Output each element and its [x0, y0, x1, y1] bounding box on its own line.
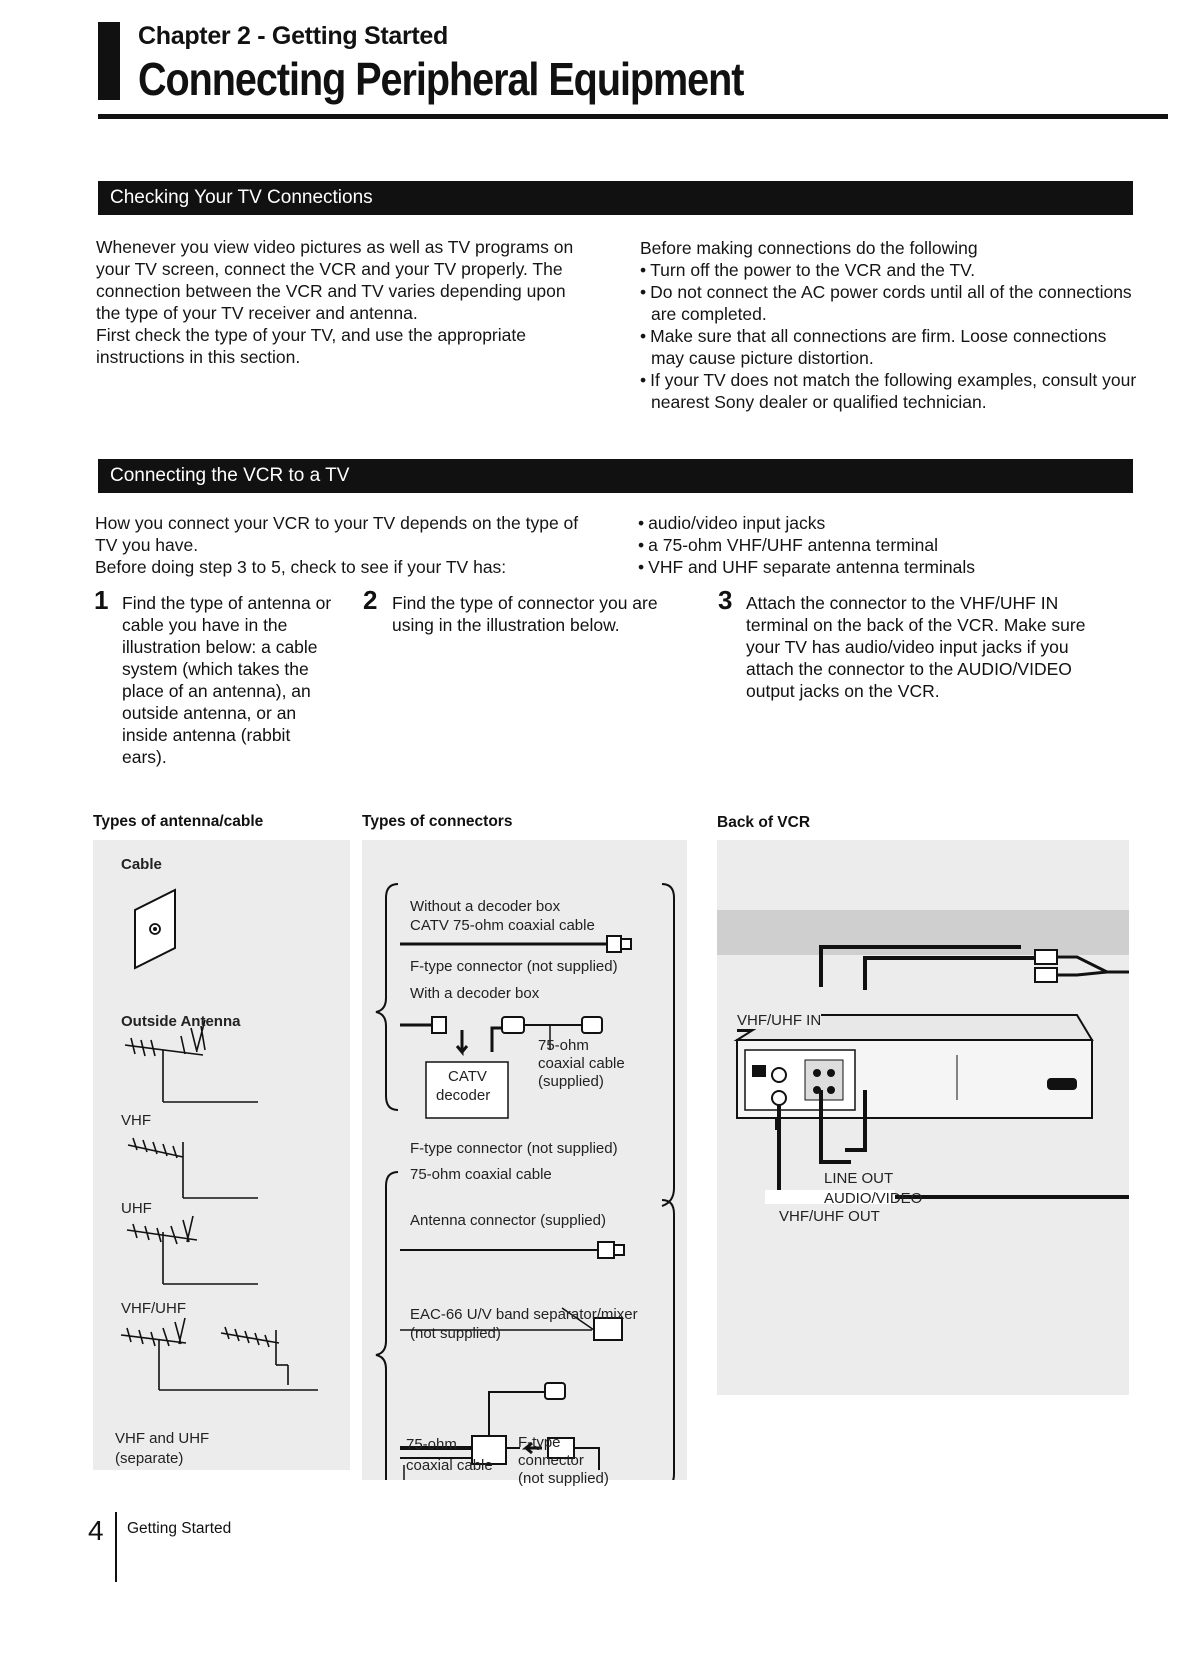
coaxial-cable-label: coaxial cable: [538, 1055, 625, 1072]
cable-label: Cable: [121, 856, 162, 873]
connectors-figure-caption: Types of connectors: [362, 813, 513, 830]
vhf-uhf-label: VHF/UHF: [121, 1300, 186, 1317]
page-title: Connecting Peripheral Equipment: [138, 53, 744, 105]
list-item: • Do not connect the AC power cords until all of the connections are completed.: [640, 281, 1140, 325]
antenna-figure: [93, 840, 350, 1470]
vhf-uhf-in-label: VHF/UHF IN: [737, 1012, 822, 1029]
section2-intro: [95, 512, 595, 578]
section-heading-checking: Checking Your TV Connections: [98, 181, 1133, 215]
step-1-text: Find the type of antenna or cable you have in the illustration below: a cable system (which takes the place of an antenna), an outside antenna, or an inside antenna (rabbit ears).: [122, 593, 332, 767]
vhf-label: VHF: [121, 1112, 151, 1129]
bottom-f-label-2: connector: [518, 1452, 584, 1469]
75-ohm-label: 75-ohm: [538, 1037, 589, 1054]
bottom-f-label-3: (not supplied): [518, 1470, 609, 1487]
paragraph: First check the type of your TV, and use the appropriate instructions in this section.: [96, 325, 526, 367]
list-item: • Make sure that all connections are firm. Loose connections may cause picture distortion.: [640, 325, 1140, 369]
outside-antenna-label: Outside Antenna: [121, 1013, 241, 1030]
right-brace-lower: [662, 1200, 674, 1480]
line-out-label: LINE OUT: [824, 1170, 894, 1187]
bottom-coax-label-2: coaxial cable: [406, 1457, 493, 1474]
uhf-antenna-icon: [127, 1216, 258, 1284]
footer-rule: [115, 1512, 117, 1582]
left-brace-lower: [376, 1172, 398, 1480]
step-2-text: Find the type of connector you are using in the illustration below.: [392, 593, 658, 635]
cable-wall-plate-icon: [135, 890, 175, 968]
vcr-figure: [717, 840, 1129, 1395]
antenna-connector-label: Antenna connector (supplied): [410, 1212, 606, 1229]
connectors-figure: [362, 840, 687, 1487]
f-connector-icon: [607, 936, 621, 952]
list-item: • Turn off the power to the VCR and the TV.: [640, 259, 1140, 281]
list-item: • a 75-ohm VHF/UHF antenna terminal: [638, 534, 1118, 556]
step-1-number: 1: [94, 585, 109, 615]
paragraph: Whenever you view video pictures as well as TV programs on your TV screen, connect the VCR and your TV properly. The connection between the VCR and TV varies depending upon the type of your TV receiver and antenna.: [96, 237, 574, 323]
list-item: • If your TV does not match the following examples, consult your nearest Sony dealer or qualified technician.: [640, 369, 1140, 413]
paragraph: Before doing step 3 to 5, check to see if your TV has:: [95, 557, 507, 577]
section1-left-text: [96, 236, 576, 368]
with-decoder-label: With a decoder box: [410, 985, 540, 1002]
bottom-coax-label-1: 75-ohm: [406, 1436, 457, 1453]
rca-plug-icon: [1035, 950, 1057, 964]
section-heading-connecting: Connecting the VCR to a TV: [98, 459, 1133, 493]
paragraph: How you connect your VCR to your TV depends on the type of TV you have.: [95, 513, 579, 555]
vcr-figure-caption: Back of VCR: [717, 814, 811, 831]
antenna-drawings: [93, 840, 350, 1470]
decoder-label: decoder: [436, 1087, 491, 1104]
page-number: 4: [88, 1515, 104, 1546]
connector-drawings: [362, 840, 687, 1480]
footer-section: Getting Started: [127, 1520, 232, 1537]
audio-video-label: AUDIO/VIDEO: [824, 1190, 923, 1207]
vhf-and-uhf-label: VHF and UHF: [115, 1430, 210, 1447]
chapter-marker: [98, 22, 120, 100]
antenna-figure-caption: Types of antenna/cable: [93, 813, 264, 830]
paragraph: Before making connections do the following: [640, 238, 978, 258]
right-brace: [662, 884, 674, 1206]
tv-check-list: [638, 512, 1118, 578]
catv-label: CATV: [448, 1068, 487, 1085]
catv-cable-label: CATV 75-ohm coaxial cable: [410, 917, 595, 934]
vhf-uhf-separate-antenna-icon: [121, 1318, 318, 1390]
vcr-label-plate: [1047, 1078, 1077, 1090]
separate-label: (separate): [115, 1450, 184, 1467]
vhf-uhf-out-label: VHF/UHF OUT: [779, 1208, 880, 1225]
step-3-number: 3: [718, 585, 733, 615]
chapter-label: Chapter 2 - Getting Started: [138, 22, 448, 50]
not-supplied-label: (not supplied): [410, 1325, 501, 1342]
header-rule: [98, 114, 1168, 119]
eac66-label: EAC-66 U/V band separator/mixer: [410, 1306, 638, 1323]
supplied-label: (supplied): [538, 1073, 604, 1090]
precaution-list: [640, 259, 1140, 413]
list-item: • audio/video input jacks: [638, 512, 1118, 534]
outside-antenna-icon: [125, 1020, 258, 1102]
vhf-antenna-icon: [128, 1138, 258, 1198]
list-item: • VHF and UHF separate antenna terminals: [638, 556, 1118, 578]
without-decoder-label: Without a decoder box: [410, 898, 561, 915]
uhf-label: UHF: [121, 1200, 152, 1217]
f-type-connector-label: F-type connector (not supplied): [410, 958, 618, 975]
f-type-connector-2-label: F-type connector (not supplied): [410, 1140, 618, 1157]
75-ohm-coax-label: 75-ohm coaxial cable: [410, 1166, 552, 1183]
section1-right-text: [640, 237, 1140, 413]
vcr-drawing: [717, 840, 1129, 1395]
step-3-text: Attach the connector to the VHF/UHF IN terminal on the back of the VCR. Make sure your TV has audio/video input jacks if you attach the connector to the AUDIO/VIDEO output jacks on the VCR.: [746, 593, 1086, 701]
left-brace-upper: [376, 884, 398, 1110]
step-2-number: 2: [363, 585, 378, 615]
bottom-f-label-1: F-type: [518, 1434, 561, 1451]
